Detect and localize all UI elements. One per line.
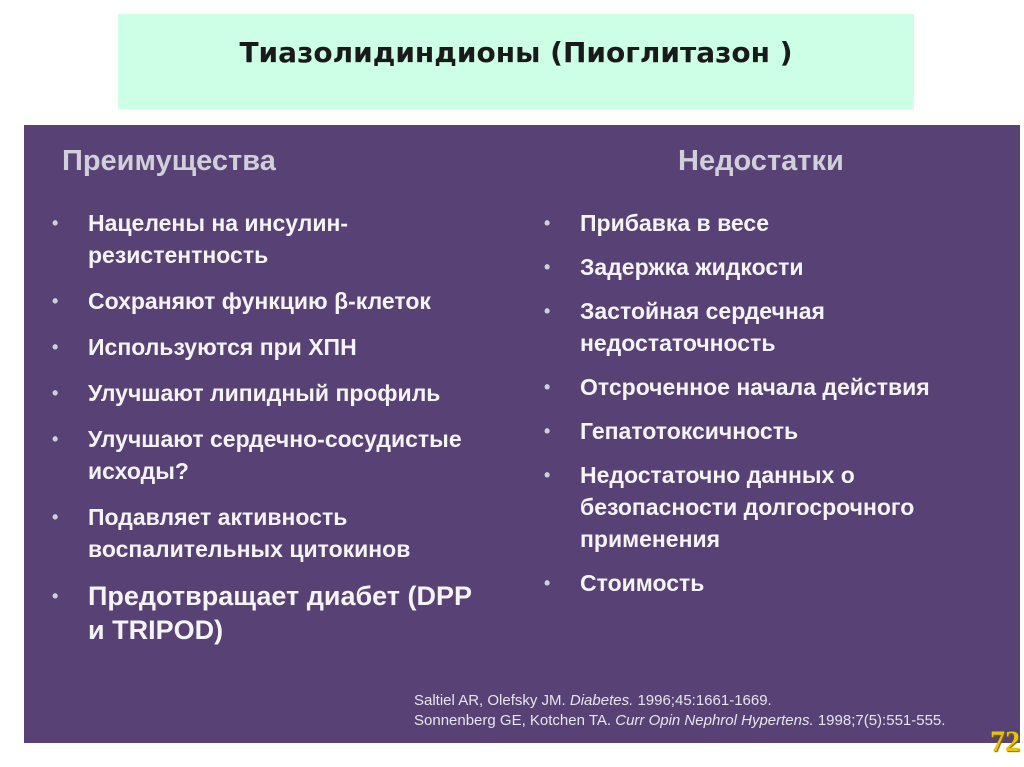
citation-authors: Sonnenberg GE, Kotchen TA.	[414, 712, 612, 729]
list-item	[544, 251, 1014, 283]
item-text: Отсроченное начала действия	[580, 374, 930, 400]
bullet-icon: •	[544, 573, 551, 593]
bullet-icon: •	[52, 507, 59, 527]
list-item	[52, 423, 482, 487]
bullet-icon: •	[544, 257, 551, 277]
citation-authors: Saltiel AR, Olefsky JM.	[414, 692, 566, 709]
disadvantages-heading: Недостатки	[678, 145, 844, 177]
item-text: Стоимость	[580, 570, 705, 596]
item-text: Улучшают липидный профиль	[88, 380, 441, 406]
item-text: Гепатотоксичность	[580, 418, 799, 444]
item-text: Сохраняют функцию β-клеток	[88, 288, 431, 314]
bullet-icon: •	[52, 337, 59, 357]
citation-ref: 1998;7(5):551-555.	[817, 712, 946, 729]
item-text: Прибавка в весе	[580, 210, 769, 236]
item-text: Подавляет активность воспалительных цитокинов	[88, 504, 411, 562]
item-text: Застойная сердечная недостаточность	[580, 298, 825, 356]
bullet-icon: •	[544, 377, 551, 397]
list-item	[52, 501, 482, 565]
bullet-icon: •	[52, 383, 59, 403]
advantages-heading: Преимущества	[62, 145, 276, 177]
item-text: Используются при ХПН	[88, 334, 357, 360]
list-item	[544, 415, 1014, 447]
list-item	[52, 285, 482, 317]
bullet-icon: •	[52, 213, 59, 233]
item-text: Недостаточно данных о безопасности долгосрочного применения	[580, 462, 915, 552]
list-item	[544, 459, 1014, 555]
bullet-icon: •	[544, 213, 551, 233]
list-item	[544, 295, 1014, 359]
citation-line	[414, 711, 945, 731]
disadvantages-list	[544, 207, 1014, 611]
page-number: 72	[990, 725, 1020, 758]
citation-line	[414, 691, 945, 711]
citation-journal: Curr Opin Nephrol Hypertens.	[615, 712, 814, 729]
bullet-icon: •	[52, 429, 59, 449]
slide-title: Тиазолидиндионы (Пиоглитазон )	[239, 36, 793, 69]
advantages-list	[52, 207, 482, 661]
content-panel	[24, 125, 1020, 743]
list-item	[52, 207, 482, 271]
bullet-icon: •	[52, 291, 59, 311]
bullet-icon: •	[544, 465, 551, 485]
item-text: Улучшают сердечно-сосудистые исходы?	[88, 426, 462, 484]
list-item	[544, 207, 1014, 239]
list-item	[544, 567, 1014, 599]
citation-ref: 1996;45:1661-1669.	[637, 692, 772, 709]
item-text: Предотвращает диабет (DPP и TRIPOD)	[88, 581, 472, 645]
citation-journal: Diabetes.	[569, 692, 634, 709]
bullet-icon: •	[52, 586, 59, 606]
list-item	[52, 579, 482, 647]
bullet-icon: •	[544, 421, 551, 441]
item-text: Задержка жидкости	[580, 254, 804, 280]
list-item	[52, 331, 482, 363]
title-box	[118, 14, 914, 109]
list-item	[52, 377, 482, 409]
bullet-icon: •	[544, 301, 551, 321]
list-item	[544, 371, 1014, 403]
citation	[414, 691, 945, 731]
item-text: Нацелены на инсулин-резистентность	[88, 210, 349, 268]
